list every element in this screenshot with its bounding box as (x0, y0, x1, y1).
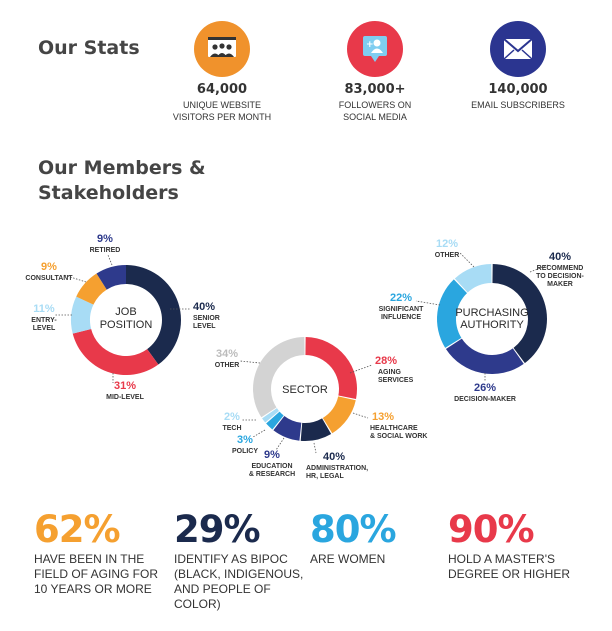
social-user-icon (347, 21, 403, 77)
slice-name-label: SENIOR (193, 315, 220, 322)
slice-percent-label: 11% (33, 303, 55, 315)
slice-percent-label: 13% (372, 411, 395, 423)
slice-decision-maker (446, 339, 524, 374)
fact-bipoc (174, 508, 304, 612)
stat-social-followers (300, 21, 450, 123)
fact-number: 90% (448, 508, 534, 551)
fact-women (310, 508, 430, 567)
slice-name-label: LEVEL (32, 325, 56, 332)
fact-text: ARE WOMEN (310, 552, 386, 566)
slice-percent-label: 3% (237, 434, 253, 446)
chart-center-title: POSITION (99, 319, 153, 331)
leader-line (240, 361, 260, 363)
slice-name-label: DECISION-MAKER (454, 396, 516, 403)
slice-percent-label: 28% (375, 355, 398, 367)
svg-text:+: + (366, 40, 374, 50)
slice-name-label: ENTRY- (31, 317, 57, 324)
fact-field-of-aging (34, 508, 174, 597)
slice-name-label: TECH (222, 425, 242, 432)
slice-name-label: HR, LEGAL (306, 473, 344, 480)
slice-name-label: SIGNIFICANT (378, 306, 424, 313)
slice-name-label: SERVICES (378, 377, 414, 384)
stat-label: UNIQUE WEBSITE VISITORS PER MONTH (172, 100, 272, 122)
slice-name-label: & SOCIAL WORK (370, 433, 428, 440)
slice-percent-label: 34% (215, 348, 239, 360)
slice-percent-label: 22% (389, 292, 413, 304)
leader-line (253, 430, 265, 437)
slice-percent-label: 40% (323, 451, 346, 463)
slice-name-label: LEVEL (193, 323, 216, 330)
slice-name-label: & RESEARCH (248, 471, 296, 478)
slice-percent-label: 12% (435, 238, 459, 250)
audience-icon (194, 21, 250, 77)
slice-name-label: POLICY (231, 448, 259, 455)
stat-value: 64,000 (196, 82, 248, 97)
slice-percent-label: 9% (41, 261, 57, 273)
stat-email-subscribers (443, 21, 593, 111)
leader-line (350, 365, 372, 373)
slice-name-label: INFLUENCE (380, 314, 422, 321)
slice-name-label: OTHER (214, 362, 240, 369)
slice-name-label: ADMINISTRATION, (306, 465, 369, 472)
stat-label: FOLLOWERS ON SOCIAL MEDIA (338, 100, 412, 122)
slice-percent-label: 26% (473, 382, 497, 394)
fact-masters-degree (448, 508, 588, 582)
fact-text: HAVE BEEN IN THE FIELD OF AGING FOR 10 YEARS OR MORE (34, 552, 159, 596)
leader-line (108, 255, 112, 265)
fact-number: 62% (34, 508, 120, 551)
fact-text: HOLD A MASTER'S DEGREE OR HIGHER (448, 552, 571, 581)
slice-healthcare-social-work (323, 396, 356, 433)
chart-center-title: SECTOR (282, 384, 328, 396)
slice-name-label: RETIRED (89, 247, 121, 254)
leader-line (416, 301, 440, 305)
slice-name-label: EDUCATION (251, 463, 293, 470)
slice-name-label: TO DECISION- (536, 273, 584, 280)
fact-text: IDENTIFY AS BIPOC (BLACK, INDIGENOUS, AND PEOPLE OF COLOR) (174, 552, 304, 611)
slice-name-label: CONSULTANT (25, 275, 73, 282)
slice-mid-level (73, 329, 159, 375)
stat-value: 83,000+ (344, 82, 406, 97)
envelope-icon (490, 21, 546, 77)
stat-label: EMAIL SUBSCRIBERS (471, 100, 565, 110)
slice-percent-label: 31% (113, 380, 137, 392)
chart-center-title: PURCHASING (455, 307, 529, 319)
slice-percent-label: 40% (193, 301, 216, 313)
members-heading: Our Members & Stakeholders (38, 157, 206, 204)
leader-line (314, 443, 316, 453)
fact-number: 80% (310, 508, 396, 551)
job-position-donut-chart (0, 225, 230, 415)
slice-name-label: MAKER (547, 281, 573, 288)
slice-name-label: AGING (378, 369, 401, 376)
slice-name-label: OTHER (434, 252, 460, 259)
slice-percent-label: 40% (548, 251, 572, 263)
slice-percent-label: 9% (97, 233, 113, 245)
stats-heading: Our Stats (38, 37, 140, 59)
slice-name-label: RECOMMEND (536, 265, 584, 272)
chart-center-title: AUTHORITY (460, 319, 524, 331)
slice-name-label: MID-LEVEL (106, 394, 144, 401)
chart-center-title: JOB (115, 306, 137, 318)
leader-line (353, 413, 368, 418)
leader-line (460, 253, 474, 267)
purchasing-authority-donut-chart (370, 225, 612, 410)
slice-name-label: HEALTHCARE (370, 425, 418, 432)
slice-other (253, 337, 305, 417)
fact-number: 29% (174, 508, 260, 551)
stat-website-visitors (147, 21, 297, 123)
slice-percent-label: 9% (264, 449, 280, 461)
stat-value: 140,000 (488, 82, 548, 97)
slice-percent-label: 2% (224, 411, 240, 423)
